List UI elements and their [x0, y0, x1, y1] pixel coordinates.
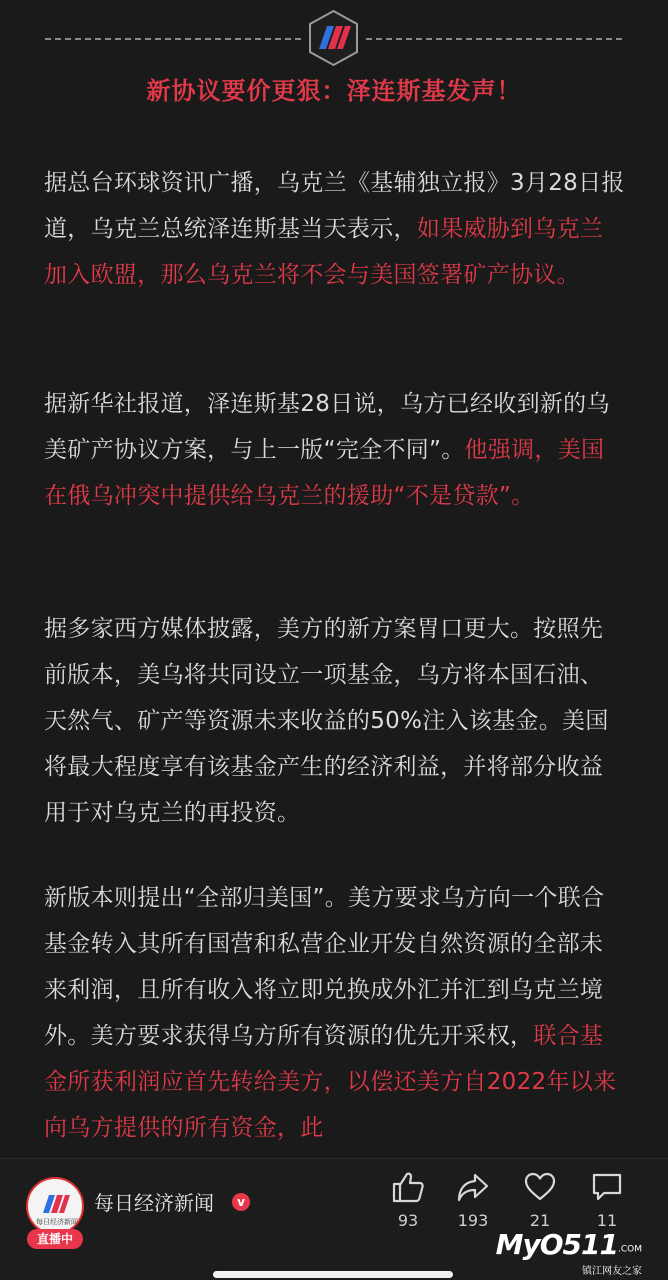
verified-badge: v — [232, 1193, 250, 1211]
bottom-action-bar — [0, 1158, 668, 1280]
like-count: 93 — [397, 1211, 419, 1230]
comment-icon — [590, 1171, 624, 1203]
divider-left — [45, 38, 301, 40]
share-count: 193 — [457, 1211, 489, 1230]
home-indicator[interactable] — [213, 1271, 453, 1278]
share-button[interactable] — [443, 1171, 503, 1230]
paragraph-4-text: 新版本则提出“全部归美国”。美方要求乌方向一个联合基金转入其所有国营和私营企业开发自然资源的全部未来利润，且所有收入将立即兑换成外汇并汇到乌克兰境外。美方要求获得乌方所有资源的优先开采权， — [44, 885, 605, 1049]
paragraph-4 — [44, 875, 626, 1151]
favorite-button[interactable] — [510, 1171, 570, 1230]
paragraph-2 — [44, 381, 626, 519]
site-watermark — [495, 1228, 642, 1277]
article-headline: 新协议要价更狠：泽连斯基发声！ — [146, 77, 522, 105]
watermark-logo: MyO511 — [495, 1228, 618, 1261]
paragraph-2-highlight: 他强调，美国在俄乌冲突中提供给乌克兰的援助“不是贷款”。 — [44, 437, 605, 509]
paragraph-1 — [44, 160, 626, 298]
live-badge[interactable]: 直播中 — [27, 1229, 83, 1249]
paragraph-3-text: 据多家西方媒体披露，美方的新方案胃口更大。按照先前版本，美乌将共同设立一项基金，乌方将本国石油、天然气、矿产等资源未来收益的50%注入该基金。美国将最大程度享有该基金产生的经济利益，并将部分收益用于对乌克兰的再投资。 — [44, 616, 609, 826]
watermark-domain: .COM — [618, 1244, 642, 1255]
heart-icon — [523, 1171, 557, 1203]
paragraph-1-highlight: 如果威胁到乌克兰加入欧盟，那么乌克兰将不会与美国签署矿产协议。 — [44, 216, 604, 288]
paragraph-2-text: 据新华社报道，泽连斯基28日说，乌方已经收到新的乌美矿产协议方案，与上一版“完全不同”。 — [44, 391, 610, 463]
comment-count: 11 — [596, 1211, 618, 1230]
author-name[interactable]: 每日经济新闻 — [94, 1191, 214, 1215]
favorite-count: 21 — [529, 1211, 551, 1230]
divider-right — [366, 38, 622, 40]
paragraph-1-text: 据总台环球资讯广播，乌克兰《基辅独立报》3月28日报道，乌克兰总统泽连斯基当天表示， — [44, 170, 625, 242]
comment-button[interactable] — [577, 1171, 637, 1230]
share-icon — [456, 1171, 490, 1203]
like-button[interactable] — [378, 1171, 438, 1230]
paragraph-3 — [44, 606, 626, 836]
watermark-subtitle: 镇江网友之家 — [582, 1266, 642, 1277]
thumbs-up-icon — [391, 1171, 425, 1203]
avatar-caption: 每日经济新闻 — [36, 1218, 78, 1226]
paragraph-4-highlight: 联合基金所获利润应首先转给美方，以偿还美方自2022年以来向乌方提供的所有资金，此 — [44, 1023, 617, 1141]
avatar[interactable] — [26, 1177, 84, 1235]
nbd-logo-icon — [307, 9, 360, 67]
